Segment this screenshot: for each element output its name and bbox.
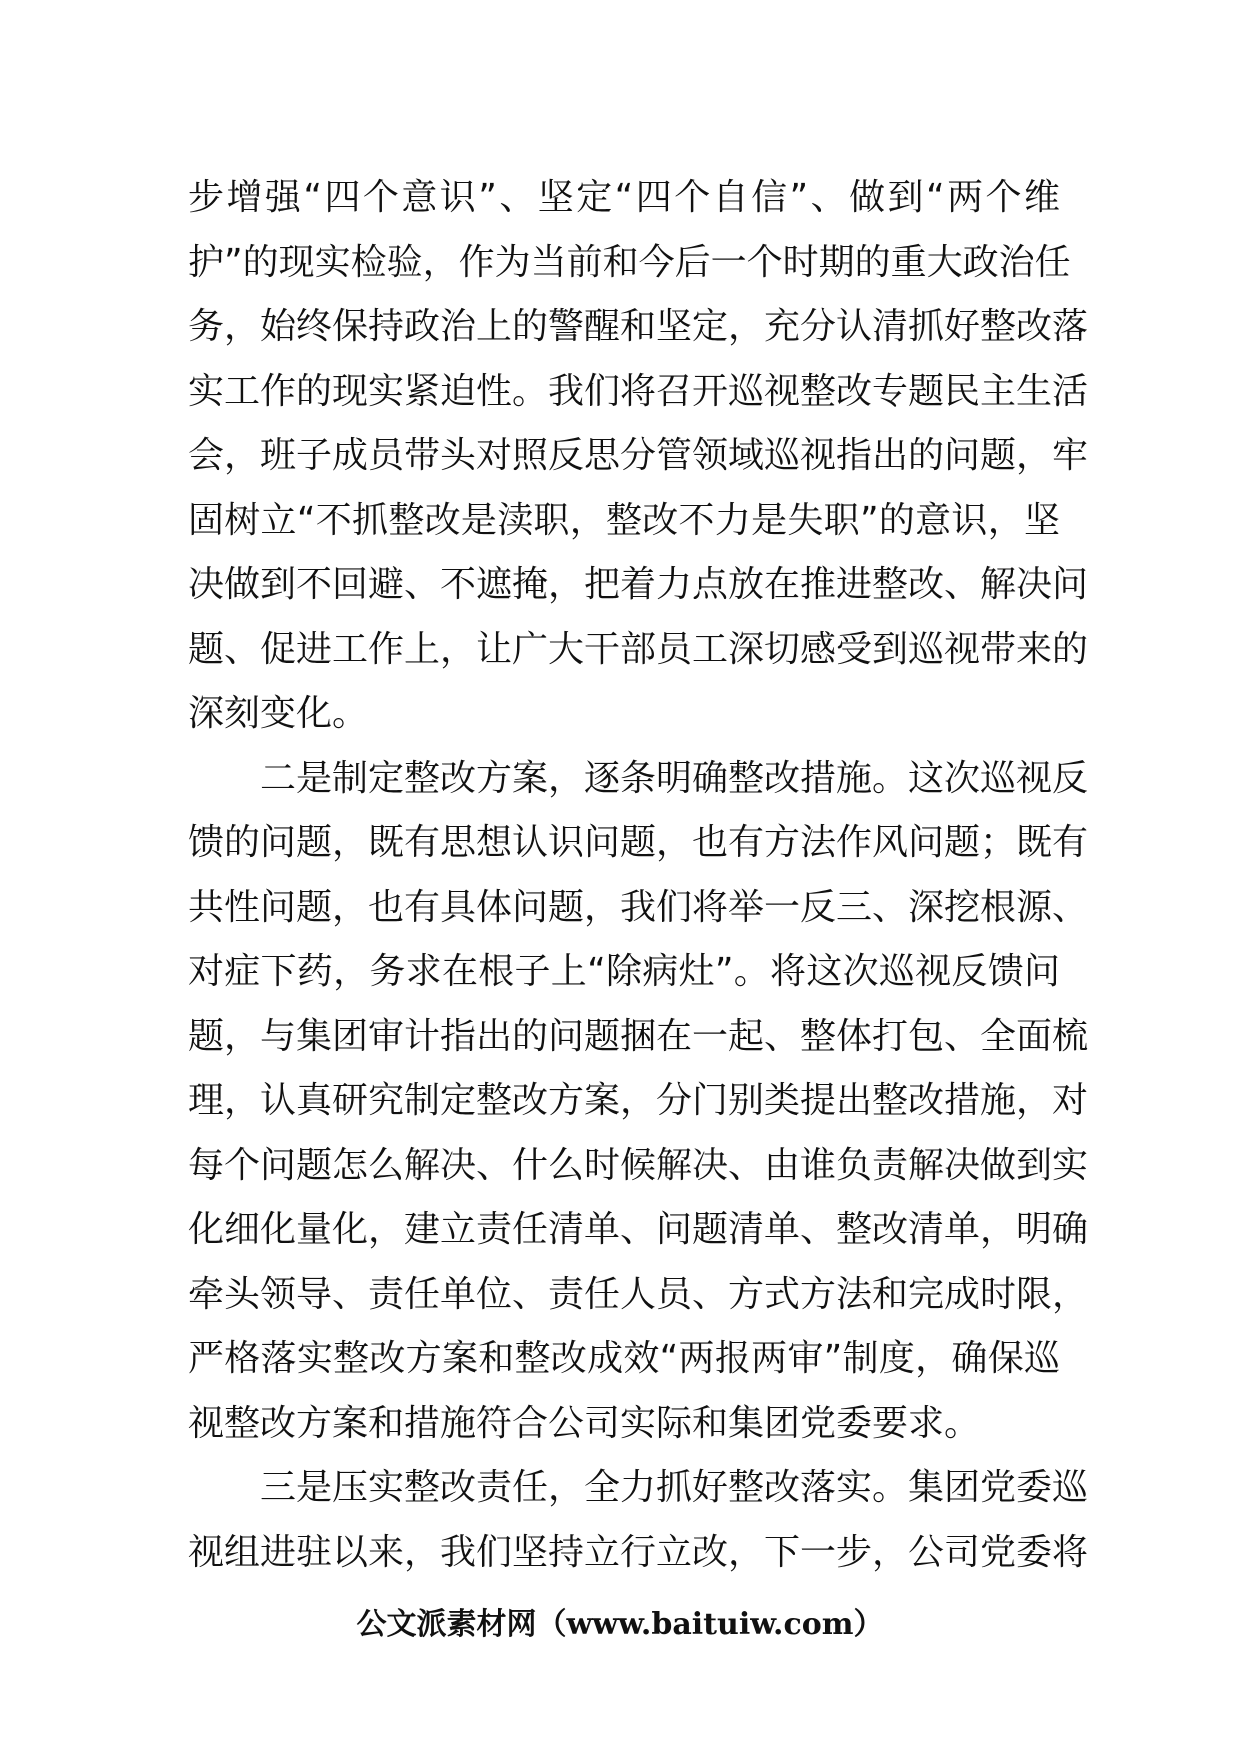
text-line: 视组进驻以来，我们坚持立行立改，下一步，公司党委将 bbox=[188, 1531, 1089, 1573]
text-line: 对症下药，务求在根子上“除病灶”。将这次巡视反馈问 bbox=[188, 951, 1060, 992]
text-line: 深刻变化。 bbox=[188, 693, 369, 734]
text-line: 化细化量化，建立责任清单、问题清单、整改清单，明确 bbox=[188, 1209, 1089, 1250]
document-body bbox=[188, 166, 1089, 1585]
page-footer: 公文派素材网（www.baituiw.com） bbox=[356, 1607, 884, 1642]
text-line: 会，班子成员带头对照反思分管领域巡视指出的问题，牢 bbox=[188, 435, 1089, 476]
text-line: 牵头领导、责任单位、责任人员、方式方法和完成时限， bbox=[188, 1273, 1089, 1315]
text-line: 视整改方案和措施符合公司实际和集团党委要求。 bbox=[188, 1402, 981, 1444]
text-line: 固树立“不抓整改是渎职，整改不力是失职”的意识，坚 bbox=[188, 499, 1060, 541]
text-line: 实工作的现实紧迫性。我们将召开巡视整改专题民主生活 bbox=[188, 370, 1089, 412]
text-line: 每个问题怎么解决、什么时候解决、由谁负责解决做到实 bbox=[188, 1144, 1089, 1186]
text-line: 步增强“四个意识”、坚定“四个自信”、做到“两个维 bbox=[188, 177, 1060, 218]
text-line: 题、促进工作上，让广大干部员工深切感受到巡视带来的 bbox=[188, 628, 1089, 670]
text-line: 护”的现实检验，作为当前和今后一个时期的重大政治任 bbox=[188, 241, 1071, 283]
text-line: 理，认真研究制定整改方案，分门别类提出整改措施，对 bbox=[188, 1080, 1089, 1121]
text-line: 题，与集团审计指出的问题捆在一起、整体打包、全面梳 bbox=[188, 1015, 1089, 1057]
paragraph-start-line: 二是制定整改方案，逐条明确整改措施。这次巡视反 bbox=[260, 757, 1089, 799]
text-line: 共性问题，也有具体问题，我们将举一反三、深挖根源、 bbox=[188, 886, 1089, 928]
text-line: 务，始终保持政治上的警醒和坚定，充分认清抓好整改落 bbox=[188, 306, 1089, 347]
text-line: 馈的问题，既有思想认识问题，也有方法作风问题；既有 bbox=[188, 822, 1089, 863]
text-line: 决做到不回避、不遮掩，把着力点放在推进整改、解决问 bbox=[188, 564, 1089, 605]
paragraph-start-line: 三是压实整改责任，全力抓好整改落实。集团党委巡 bbox=[260, 1467, 1089, 1508]
text-line: 严格落实整改方案和整改成效“两报两审”制度，确保巡 bbox=[188, 1338, 1060, 1379]
